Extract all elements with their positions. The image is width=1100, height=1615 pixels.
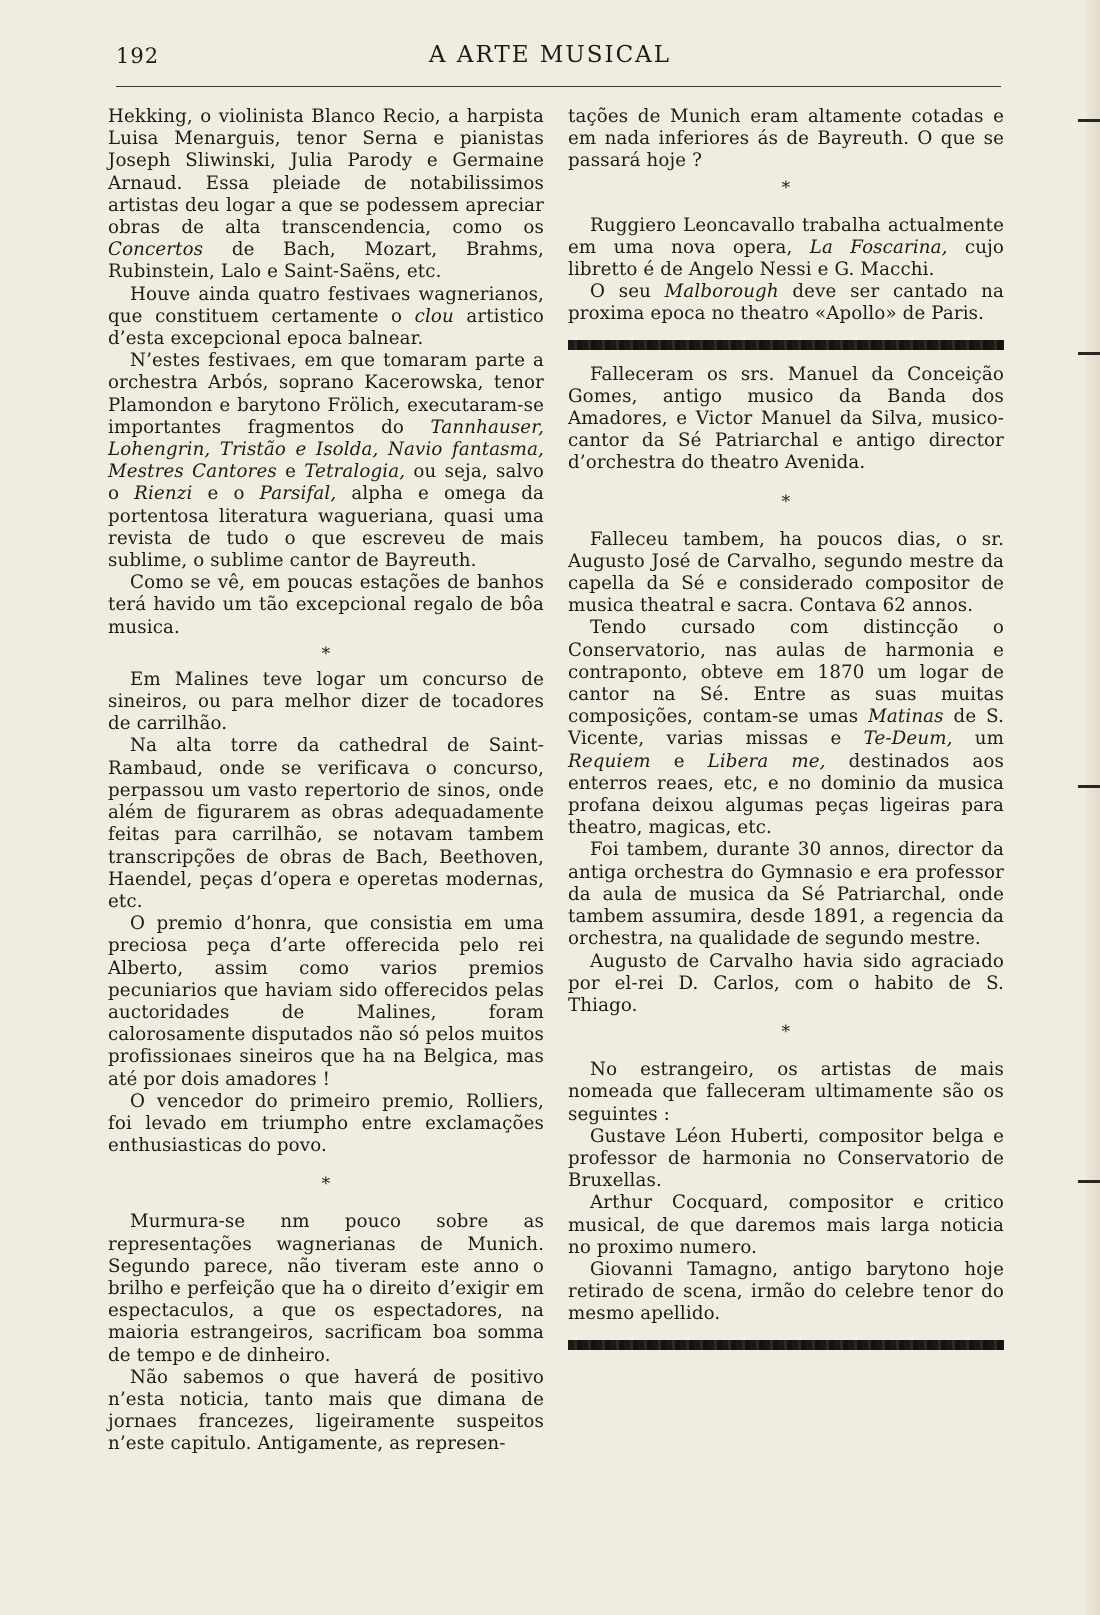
left-column bbox=[108, 106, 544, 1456]
margin-mark bbox=[1078, 1180, 1100, 1183]
paragraph: Em Malines teve logar um concurso de sineiros, ou para melhor dizer de tocadores de carrilhão. bbox=[108, 668, 544, 735]
paragraph: Giovanni Tamagno, antigo barytono hoje retirado de scena, irmão do celebre tenor do mesmo apellido. bbox=[568, 1258, 1004, 1325]
right-column bbox=[568, 106, 1004, 1364]
section-asterisk: * bbox=[321, 643, 331, 664]
margin-mark bbox=[1078, 352, 1100, 355]
section-asterisk: * bbox=[781, 177, 791, 198]
page-number: 192 bbox=[116, 44, 160, 68]
margin-mark bbox=[1078, 785, 1100, 788]
section-rule bbox=[568, 340, 1004, 350]
paragraph: Arthur Cocquard, compositor e critico musical, de que daremos mais larga noticia no proximo numero. bbox=[568, 1192, 1004, 1258]
section-rule bbox=[568, 1340, 1004, 1350]
paragraph: Augusto de Carvalho havia sido agraciado por el-rei D. Carlos, com o habito de S. Thiago. bbox=[568, 950, 1004, 1016]
section-asterisk: * bbox=[321, 1174, 331, 1195]
paragraph: Na alta torre da cathedral de Saint-Rambaud, onde se verificava o concurso, perpassou um vasto repertorio de sinos, onde além de figurarem as obras adequadamente feitas para carrilhão, se notavam tambem transcripções de obras de Bach, Beethoven, Haendel, peças d’opera e operetas modernas, etc. bbox=[108, 735, 544, 912]
paragraph: O seu Malborough deve ser cantado na proxima epoca no theatro «Apollo» de Paris. bbox=[568, 281, 1004, 325]
paragraph: Não sabemos o que haverá de positivo n’esta noticia, tanto mais que dimana de jornaes francezes, ligeiramente suspeitos n’este capitulo. Antigamente, as represen- bbox=[108, 1366, 544, 1455]
paragraph: Murmura-se nm pouco sobre as representações wagnerianas de Munich. Segundo parece, não tiveram este anno o brilho e perfeição que ha o direito d’exigir em espectaculos, a que os espectadores, na maioria estrangeiros, sacrificam boa somma de tempo e de dinheiro. bbox=[108, 1211, 544, 1366]
paragraph: Falleceu tambem, ha poucos dias, o sr. Augusto José de Carvalho, segundo mestre da capella da Sé e considerado compositor de musica theatral e sacra. Contava 62 annos. bbox=[568, 528, 1004, 617]
running-title: A ARTE MUSICAL bbox=[428, 42, 672, 68]
paragraph: Houve ainda quatro festivaes wagnerianos, que constituem certamente o clou artistico d’esta excepcional epoca balnear. bbox=[108, 283, 544, 350]
margin-mark bbox=[1078, 119, 1100, 122]
section-asterisk: * bbox=[781, 491, 791, 512]
section-asterisk: * bbox=[781, 1022, 791, 1043]
paragraph: Tendo cursado com distincção o Conservatorio, nas aulas de harmonia e contraponto, obteve em 1870 um logar de cantor na Sé. Entre as suas muitas composições, contam-se umas Matinas de S. Vicente, varias missas e Te-Deum, um Requiem e Libera me, destinados aos enterros reaes, etc, e no dominio da musica profana deixou algumas peças ligeiras para theatro, magicas, etc. bbox=[568, 617, 1005, 839]
page-header bbox=[0, 0, 1100, 90]
paragraph: tações de Munich eram altamente cotadas e em nada inferiores ás de Bayreuth. O que se passará hoje ? bbox=[568, 106, 1004, 172]
header-rule bbox=[116, 86, 1001, 87]
paragraph: Hekking, o violinista Blanco Recio, a harpista Luisa Menarguis, tenor Serna e pianistas Joseph Sliwinski, Julia Parody e Germaine Arnaud. Essa pleiade de notabilissimos artistas deu logar a que se podessem apreciar obras de alta transcendencia, como os Concertos de Bach, Mozart, Brahms, Rubinstein, Lalo e Saint-Saëns, etc. bbox=[108, 106, 544, 283]
paragraph: Gustave Léon Huberti, compositor belga e professor de harmonia no Conservatorio de Bruxellas. bbox=[568, 1125, 1004, 1192]
paragraph: Ruggiero Leoncavallo trabalha actualmente em uma nova opera, La Foscarina, cujo libretto é de Angelo Nessi e G. Macchi. bbox=[568, 214, 1004, 281]
paragraph: Foi tambem, durante 30 annos, director da antiga orchestra do Gymnasio e era professor da aula de musica da Sé Patriarchal, onde tambem assumira, desde 1891, a regencia da orchestra, na qualidade de segundo mestre. bbox=[568, 839, 1004, 950]
paragraph: O vencedor do primeiro premio, Rolliers, foi levado em triumpho entre exclamações enthusiasticas do povo. bbox=[108, 1090, 544, 1157]
paragraph: No estrangeiro, os artistas de mais nomeada que falleceram ultimamente são os seguintes : bbox=[568, 1059, 1004, 1125]
paragraph: O premio d’honra, que consistia em uma preciosa peça d’arte offerecida pelo rei Alberto, assim como varios premios pecuniarios que haviam sido offerecidos pelas auctoridades de Malines, foram calorosamente disputados não só pelos muitos profissionaes sineiros que ha na Belgica, mas até por dois amadores ! bbox=[108, 913, 544, 1090]
paragraph: N’estes festivaes, em que tomaram parte a orchestra Arbós, soprano Kacerowska, tenor Plamondon e barytono Frölich, executaram-se importantes fragmentos do Tannhauser, Lohengrin, Tristão e Isolda, Navio fantasma, Mestres Cantores e Tetralogia, ou seja, salvo o Rienzi e o Parsifal, alpha e omega da portentosa literatura wagueriana, quasi uma revista de tudo o que escreveu de mais sublime, o sublime cantor de Bayreuth. bbox=[108, 350, 545, 572]
page-edge bbox=[1086, 0, 1100, 1615]
paragraph: Como se vê, em poucas estações de banhos terá havido um tão excepcional regalo de bôa musica. bbox=[108, 572, 544, 638]
paragraph: Falleceram os srs. Manuel da Conceição Gomes, antigo musico da Banda dos Amadores, e Victor Manuel da Silva, musico-cantor da Sé Patriarchal e antigo director d’orchestra do theatro Avenida. bbox=[568, 363, 1004, 474]
